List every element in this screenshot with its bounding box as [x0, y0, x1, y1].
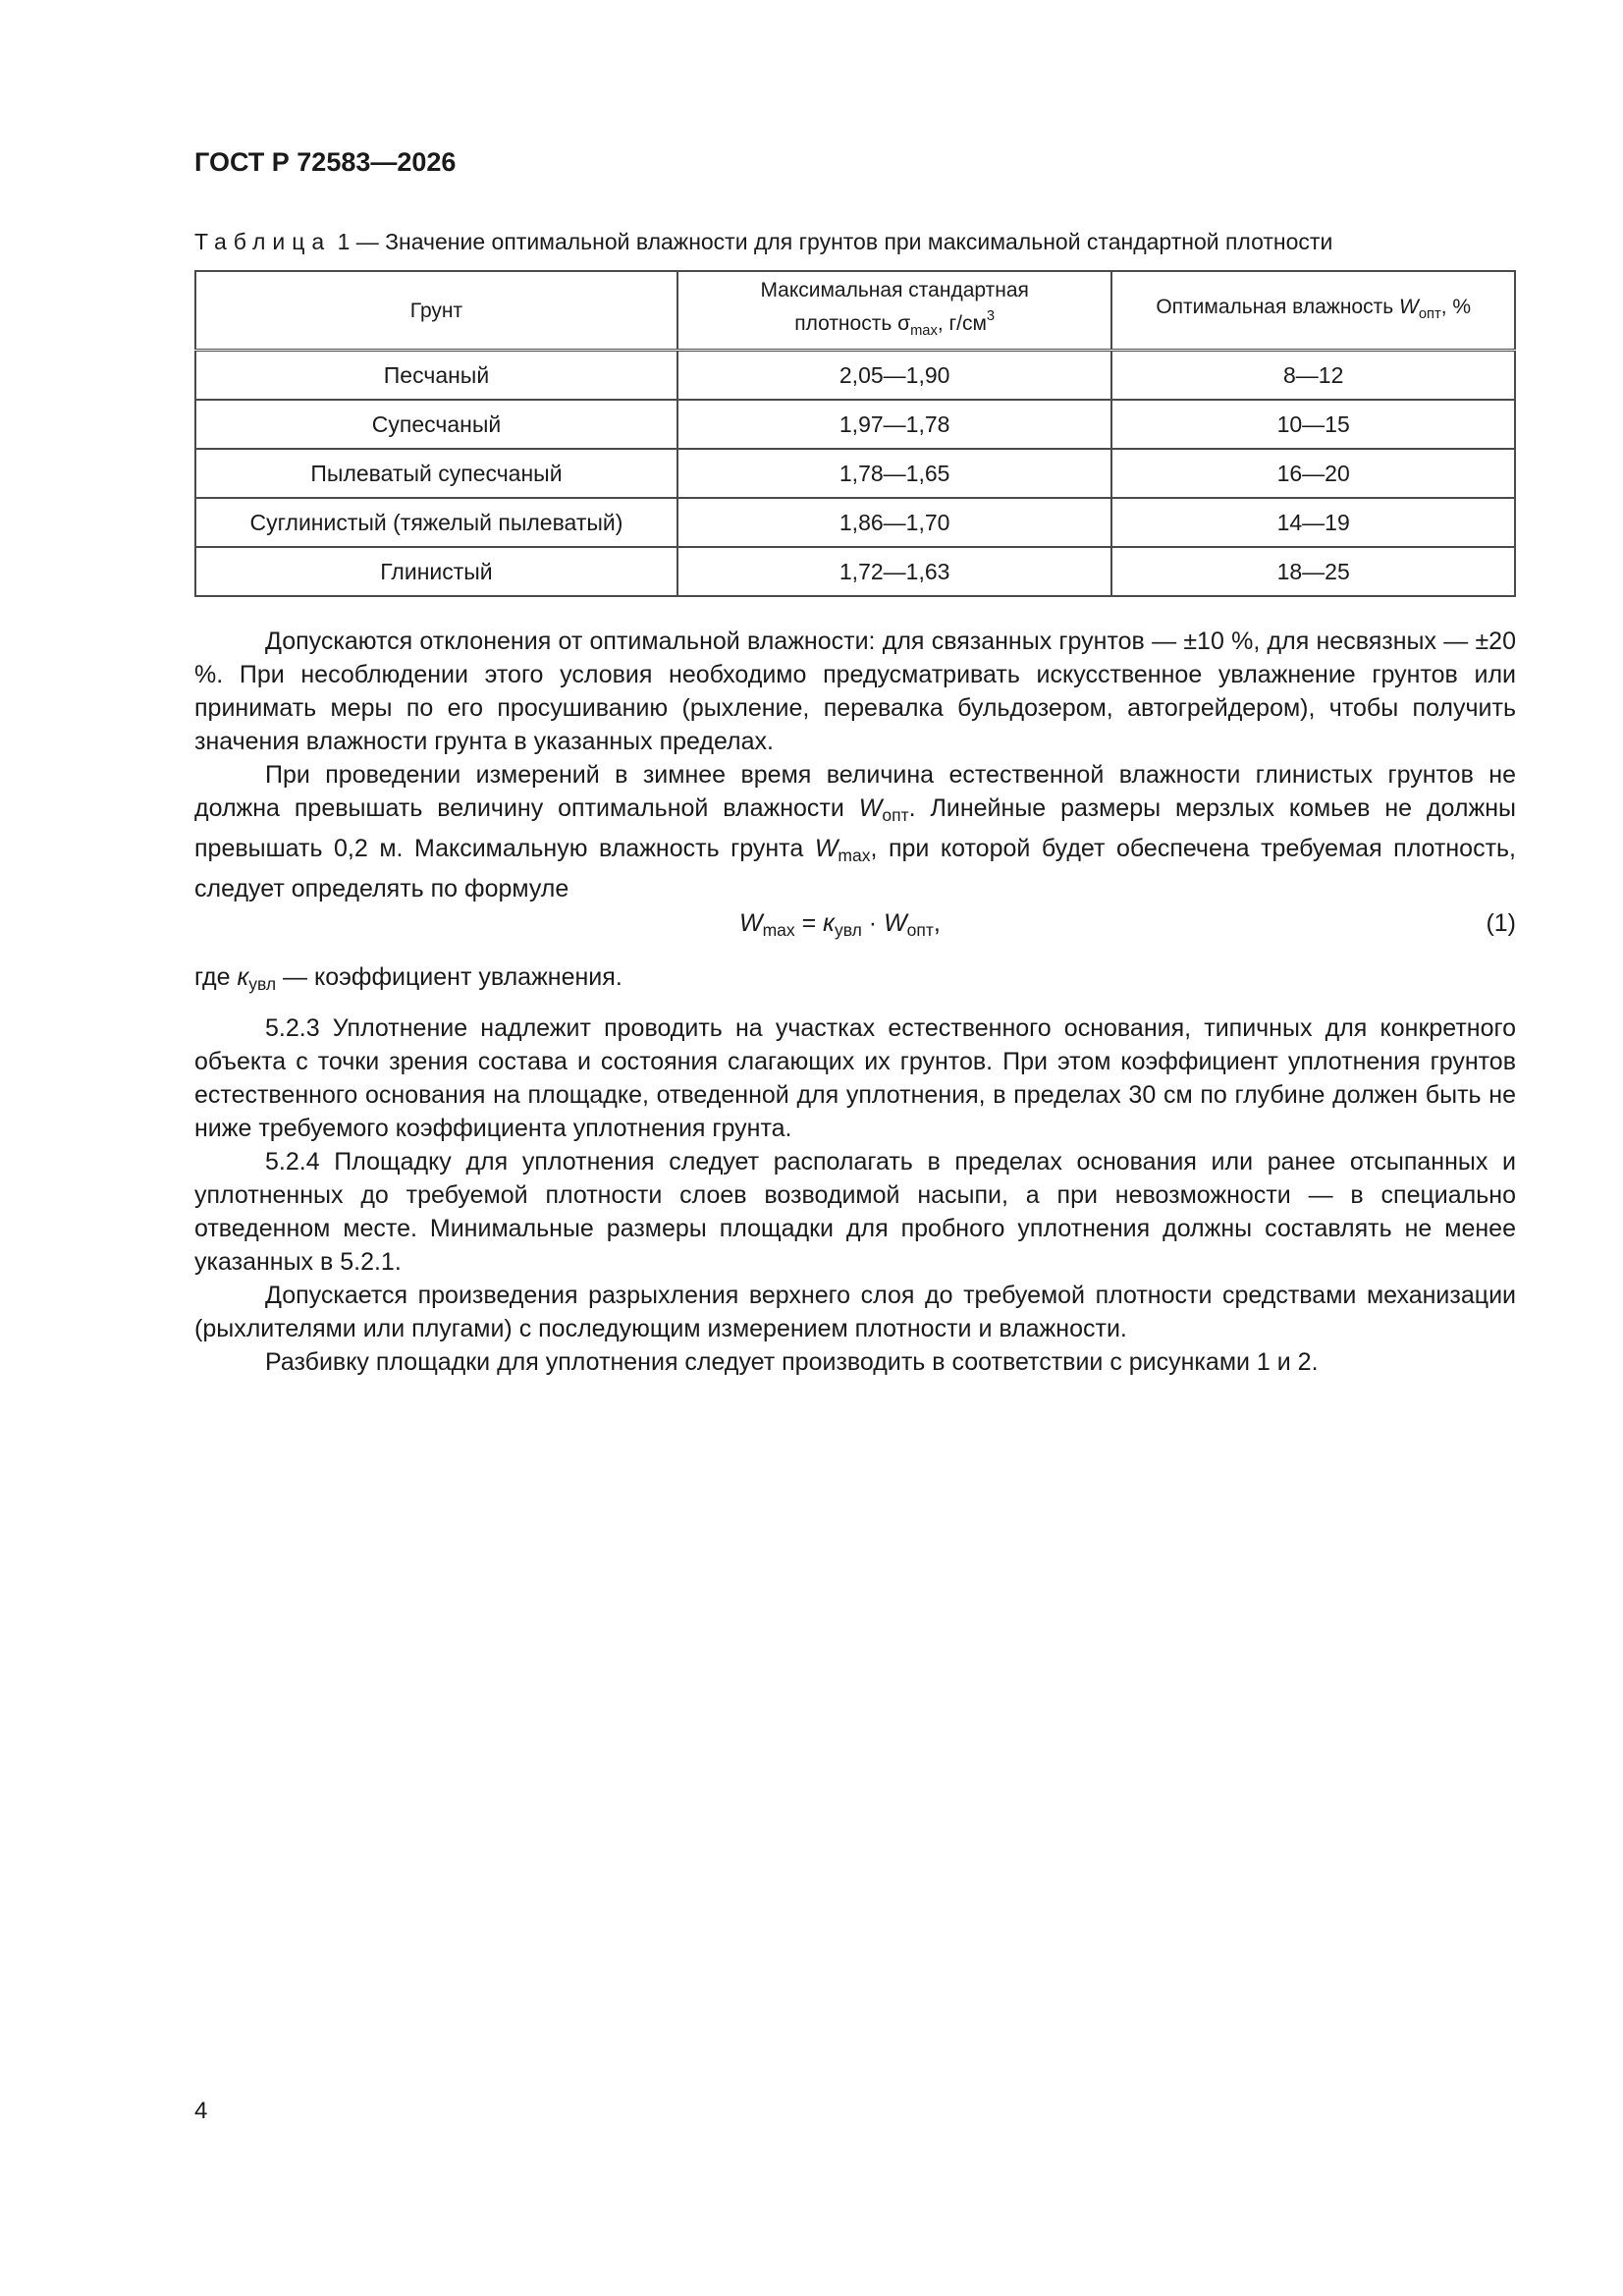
winter-text-a: При проведении измерений в зимнее время величина естественной влажности глинистых грунтов не должна превышать величину оптимальной влажности — [194, 761, 1516, 822]
formula-equals: = — [794, 909, 824, 937]
header-moisture-sub: опт — [1418, 305, 1441, 322]
formula-sub-uvl: увл — [834, 920, 862, 940]
cell-density: 1,78—1,65 — [677, 449, 1111, 498]
table-row — [195, 351, 1515, 401]
table-caption-label: Таблица — [194, 229, 332, 254]
header-moisture-var: W — [1399, 295, 1419, 318]
winter-text-c: , при которой будет обеспечена требуемая плотность, следует определять по формуле — [194, 835, 1516, 902]
cell-moisture: 8—12 — [1111, 351, 1515, 401]
paragraph-5-2-3: 5.2.3 Уплотнение надлежит проводить на участках естественного основания, типичных для конкретного объекта с точки зрения состава и состояния слагающих их грунтов. При этом коэффициент уплотнения грунтов естественного основания на площадке, отведенной для уплотнения, в пределах 30 см по глубине должен быть не ниже требуемого коэффициента уплотнения грунта. — [194, 1014, 1516, 1142]
cell-density: 1,72—1,63 — [677, 547, 1111, 596]
header-density-line1: Максимальная стандартная — [760, 278, 1029, 301]
winter-text-b: . Линейные размеры мерзлых комьев не должны превышать 0,2 м. Максимальную влажность грунта — [194, 794, 1516, 862]
header-density-sup: 3 — [986, 307, 996, 324]
where-clause — [194, 960, 1516, 1001]
header-moisture — [1111, 271, 1515, 351]
table-row — [195, 498, 1515, 547]
paragraph-loosening: Допускается произведения разрыхления верхнего слоя до требуемой плотности средствами механизации (рыхлителями или плугами) с последующим измерением плотности и влажности. — [194, 1282, 1516, 1342]
paragraph-winter-measurements — [194, 758, 1516, 905]
paragraph-where — [194, 960, 1516, 1001]
header-density-pre: плотность σ — [794, 311, 911, 335]
formula-comma: , — [933, 909, 941, 937]
text-block-deviations — [194, 625, 1516, 905]
formula-var-w: W — [739, 909, 763, 937]
formula-sub-max: max — [762, 920, 795, 940]
formula-1 — [194, 909, 1516, 949]
table-header-row — [195, 271, 1515, 351]
winter-sub-max: max — [838, 846, 871, 865]
cell-moisture: 16—20 — [1111, 449, 1515, 498]
where-post: — коэффициент увлажнения. — [276, 963, 622, 991]
cell-soil: Супесчаный — [195, 400, 677, 449]
table-row — [195, 449, 1515, 498]
winter-var-w: W — [858, 794, 883, 822]
where-sub-uvl: увл — [248, 974, 277, 994]
header-density-unit: , г/см — [937, 311, 987, 335]
cell-soil: Песчаный — [195, 351, 677, 401]
formula-sub-opt: опт — [906, 920, 934, 940]
table-caption-text: 1 — Значение оптимальной влажности для грунтов при максимальной стандартной плотности — [331, 229, 1333, 254]
winter-var-wmax: W — [814, 835, 839, 862]
header-moisture-pre: Оптимальная влажность — [1156, 295, 1400, 318]
where-pre: где — [194, 963, 238, 991]
document-header: ГОСТ Р 72583—2026 — [194, 147, 457, 177]
header-soil: Грунт — [195, 271, 677, 351]
formula-var-w2: W — [884, 909, 907, 937]
table-row — [195, 547, 1515, 596]
table-row — [195, 400, 1515, 449]
cell-density: 1,97—1,78 — [677, 400, 1111, 449]
formula-var-k: к — [823, 909, 835, 937]
paragraph-5-2-4: 5.2.4 Площадку для уплотнения следует располагать в пределах основания или ранее отсыпанных и уплотненных до требуемой плотности слоев возводимой насыпи, а при невозможности — в специально отведенном месте. Минимальные размеры площадки для пробного уплотнения должны составлять не менее указанных в 5.2.1. — [194, 1148, 1516, 1276]
cell-density: 1,86—1,70 — [677, 498, 1111, 547]
cell-density: 2,05—1,90 — [677, 351, 1111, 401]
formula-expression — [739, 909, 941, 941]
winter-sub-opt: опт — [882, 805, 909, 825]
table-caption — [194, 229, 1332, 255]
cell-soil: Глинистый — [195, 547, 677, 596]
header-moisture-unit: , % — [1440, 295, 1472, 318]
cell-moisture: 10—15 — [1111, 400, 1515, 449]
formula-number: (1) — [1486, 909, 1516, 937]
paragraph-deviations: Допускаются отклонения от оптимальной влажности: для связанных грунтов — ±10 %, для несвязных — ±20 %. При несоблюдении этого условия необходимо предусматривать искусственное увлажнение грунтов или принимать меры по его просушиванию (рыхление, перевалка бульдозером, автогрейдером), чтобы получить значения влажности грунта в указанных пределах. — [194, 628, 1516, 755]
formula-dot: · — [861, 909, 885, 937]
header-density-line2 — [794, 307, 996, 339]
cell-soil: Пылеватый супесчаный — [195, 449, 677, 498]
moisture-table — [194, 270, 1516, 597]
text-block-sections — [194, 1011, 1516, 1379]
header-density — [677, 271, 1111, 351]
cell-moisture: 18—25 — [1111, 547, 1515, 596]
paragraph-layout: Разбивку площадки для уплотнения следует производить в соответствии с рисунками 1 и 2. — [265, 1348, 1319, 1376]
page-number: 4 — [194, 2098, 208, 2124]
header-density-sub: max — [910, 322, 938, 339]
cell-soil: Суглинистый (тяжелый пылеватый) — [195, 498, 677, 547]
where-var-k: к — [237, 963, 249, 991]
cell-moisture: 14—19 — [1111, 498, 1515, 547]
